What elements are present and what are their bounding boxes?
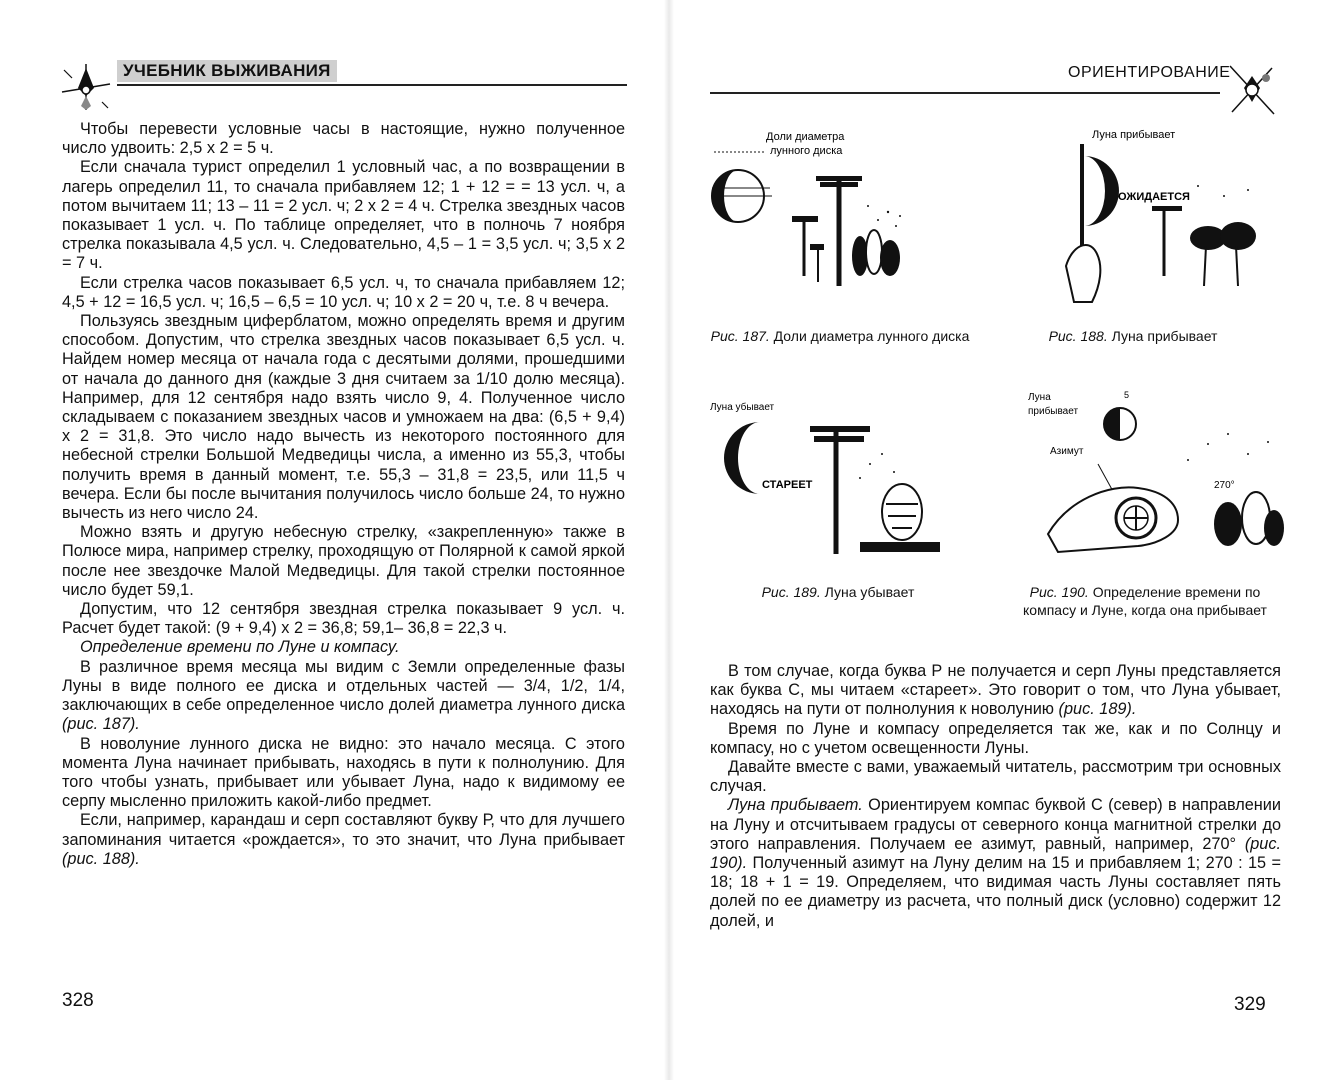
paragraph: Если сначала турист определил 1 условный час, а по возвращении в лагерь определил 11, то сначала прибавляем 12; 1 + 12 = = 13 усл. ч, а потом вычитаем 11; 13 – 11 = 2 усл. ч; 2 х 2 = 4 ч. Стрелка звездных часов показывает 1 усл. ч. По таблице определяет, что в полночь 7 ноября стрелка показывала 4,5 усл. ч. Следовательно, 4,5 – 1 = 3,5 усл. ч; 3,5 х 2 = 7 ч.: [62, 158, 625, 273]
figure-187: [708, 126, 908, 296]
figure-number: Рис. 189.: [761, 584, 821, 600]
paragraph-text: Если, например, карандаш и серп составляют букву Р, что для лучшего запоминания читается «рождается», то это значит, что Луна прибывает: [62, 811, 625, 849]
paragraph: [710, 662, 1281, 720]
fig190-label: Луна: [1028, 392, 1051, 403]
subheading: [62, 638, 625, 657]
figure-number: Рис. 190.: [1029, 584, 1089, 600]
fig188-label: Луна прибывает: [1092, 129, 1176, 141]
compass-logo-icon: [58, 62, 114, 112]
paragraph: [710, 796, 1281, 930]
page-number: 328: [62, 990, 94, 1011]
paragraph: Чтобы перевести условные часы в настоящие, нужно полученное число удвоить: 2,5 х 2 = 5 ч.: [62, 120, 625, 158]
caption-text: Определение времени по компасу и Луне, когда она прибывает: [1023, 584, 1267, 618]
figure-ref: (рис. 188).: [62, 849, 140, 868]
fig190-azimuth: Азимут: [1050, 446, 1084, 457]
caption-text: Луна убывает: [824, 584, 915, 600]
paragraph-text: Ориентируем компас буквой С (север) в направлении на Луну и отсчитываем градусы от северного конца магнитной стрелки до этого направления. Получаем ее азимут, равный, например, 270°: [710, 796, 1281, 853]
paragraph: Допустим, что 12 сентября звездная стрелка показывает 9 усл. ч. Расчет будет такой: (9 + 9,4) х 2 = 36,8; 59,1– 36,8 = 22,3 ч.: [62, 600, 625, 638]
figure-ref: (рис. 187).: [62, 715, 140, 734]
fig189-label: Луна убывает: [710, 402, 775, 413]
figure-number: Рис. 188.: [1048, 328, 1108, 344]
paragraph: Давайте вместе с вами, уважаемый читатель, рассмотрим три основных случая.: [710, 758, 1281, 796]
figure-ref: (рис. 190).: [710, 834, 1282, 873]
paragraph-text: В различное время месяца мы видим с Земли определенные фазы Луны в виде полного ее диска и отдельных частей — 3/4, 1/2, 1/4, заключающих в себе определенное число долей диаметра лунного диска: [62, 657, 625, 715]
paragraph: Пользуясь звездным циферблатом, можно определять время и другим способом. Допустим, что стрелка звездных часов показывает 6,5 усл. ч. Найдем номер месяца от начала года с десятыми долями, прошедшими от начала до данного дня (каждые 3 дня считаем за 1/10 долю месяца). Например, для 12 сентября надо взять число 9, 4. Полученное число складываем с показанием звездных часов и умножаем на два: (6,5 + 9,4) х 2 = 31,8. Это число надо вычесть из некоторого постоянного для небесной стрелки Большой Медведицы числа, а именно из 55,3, чтобы получить время в данный момент, т.е. 55,3 – 31,8 = 23,5, или 11,5 ч вечера. Если бы после вычитания получилось число больше 24, то нужно вычесть из него число 24.: [62, 312, 625, 523]
figure-187-caption: [710, 327, 970, 345]
running-title: УЧЕБНИК ВЫЖИВАНИЯ: [117, 60, 337, 82]
caption-text: Луна прибывает: [1111, 328, 1218, 344]
right-body-text: [710, 662, 1281, 931]
fig187-label-2: лунного диска: [770, 145, 843, 157]
figure-188-caption: [1018, 327, 1248, 345]
fig189-word: СТАРЕЕТ: [762, 479, 813, 491]
paragraph: Время по Луне и компасу определяется так же, как и по Солнцу и компасу, но с учетом освещенности Луны.: [710, 719, 1281, 757]
figure-number: Рис. 187.: [710, 328, 770, 344]
paragraph: [62, 811, 625, 869]
fig190-deg: 270°: [1214, 480, 1235, 491]
paragraph: [62, 658, 625, 735]
figure-189-caption: [738, 583, 938, 601]
page-number: 329: [1234, 994, 1266, 1015]
figure-189: [710, 394, 950, 564]
figure-190-caption: [1004, 583, 1286, 619]
header-rule: [117, 84, 627, 86]
left-body-text: [62, 120, 625, 869]
paragraph-text: Полученный азимут на Луну делим на 15 и прибавляем 1; 270 : 15 = 18; 18 + 1 = 19. Определяем, что видимая часть Луны составляет пять долей по ее диаметру из расчета, что полный диск (условно) содержит 12 долей, и: [710, 854, 1281, 930]
fig187-label: Доли диаметра: [766, 131, 845, 143]
fig190-label-2: прибывает: [1028, 406, 1079, 417]
fig188-word: ОЖИДАЕТСЯ: [1118, 191, 1190, 203]
caption-text: Доли диаметра лунного диска: [773, 328, 970, 344]
compass-logo-icon: [1226, 62, 1278, 118]
header-rule: [710, 92, 1220, 94]
left-page: [0, 0, 668, 1080]
paragraph: Если стрелка часов показывает 6,5 усл. ч, то сначала прибавляем 12; 4,5 + 12 = 16,5 усл. ч; 16,5 – 6,5 = 10 усл. ч; 10 х 2 = 20 ч, т.е. 8 ч вечера.: [62, 273, 625, 311]
figure-ref: (рис. 189).: [1058, 700, 1137, 719]
case-label: Луна прибывает.: [728, 796, 863, 815]
running-title: ОРИЕНТИРОВАНИЕ: [1068, 64, 1231, 81]
fig190-five: 5: [1124, 390, 1130, 400]
paragraph-text: В том случае, когда буква Р не получается и серп Луны представляется как буква С, мы читаем «стареет». Это говорит о том, что Луна убывает, находясь на пути от полнолуния к новолунию: [710, 662, 1281, 719]
paragraph: Можно взять и другую небесную стрелку, «закрепленную» также в Полюсе мира, например стрелку, проходящую от Полярной к самой яркой после нее звездочке Малой Медведицы. Для такой стрелки постоянное число будет 59,1.: [62, 523, 625, 599]
right-page: [668, 0, 1337, 1080]
figure-188: [1048, 126, 1278, 306]
figure-190: [1028, 384, 1288, 560]
subheading-text: Определение времени по Луне и компасу.: [80, 638, 400, 657]
paragraph: В новолуние лунного диска не видно: это начало месяца. С этого момента Луна начинает прибывать, находясь в пути к полнолунию. Для того чтобы узнать, прибывает или убывает Луна, надо к видимому ее серпу мысленно приложить какой-либо предмет.: [62, 734, 625, 811]
